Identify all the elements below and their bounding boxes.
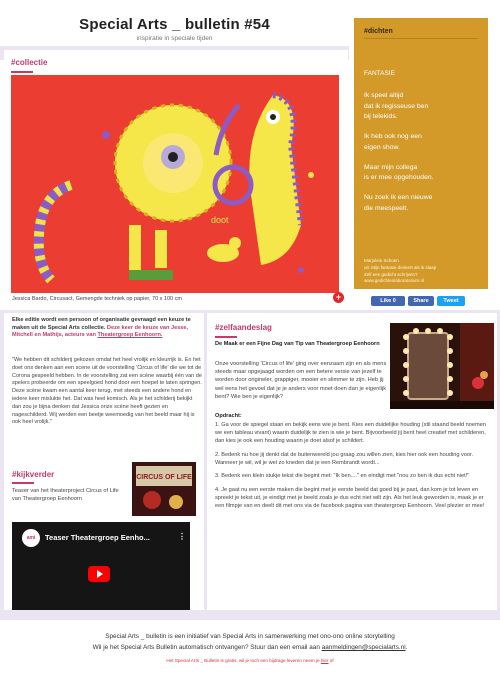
theatergroep-link[interactable]: Theatergroep Eenhoorn. bbox=[97, 332, 163, 339]
poem-source: uit: Mijn fantasie denkert als ik slaap bbox=[364, 264, 437, 270]
poem-line: bij telekids. bbox=[364, 113, 398, 120]
dichten-section bbox=[354, 18, 488, 289]
poem-title: FANTASIE bbox=[364, 70, 395, 77]
poem-line: Maar mijn collega bbox=[364, 163, 418, 171]
painting-caption: Jessica Bardo, Circusact, Gemengde techniek op papier, 70 x 100 cm bbox=[12, 296, 182, 302]
poem-line: eigen show. bbox=[364, 143, 400, 151]
footer-subscribe bbox=[0, 644, 500, 651]
more-options-icon[interactable]: ⋮ bbox=[178, 532, 186, 541]
poem-line: Ik speel altijd bbox=[364, 92, 404, 99]
dichten-tag: #dichten bbox=[364, 28, 393, 35]
teaser-video-player[interactable] bbox=[12, 522, 190, 610]
painting-illustration bbox=[11, 75, 339, 293]
poster-title: CIRCUS OF LIFE bbox=[136, 474, 192, 481]
zelfaandeslag-tag: #zelfaandeslag bbox=[215, 323, 272, 332]
poem-line: die meespeelt. bbox=[364, 204, 409, 212]
donation-text: Het Special Arts _ Bulletin is gratis, wil je toch een bijdrage leveren neem je bbox=[166, 658, 321, 663]
mirror-illustration bbox=[390, 323, 494, 409]
subscribe-email-link[interactable]: aanmeldingen@specialarts.nl bbox=[321, 644, 406, 651]
svg-text:doot: doot bbox=[211, 215, 229, 225]
poem-stanza bbox=[364, 163, 434, 184]
collectie-tag: #collectie bbox=[11, 58, 48, 67]
kijkverder-tag: #kijkverder bbox=[12, 470, 55, 479]
bulletin-footer bbox=[0, 620, 500, 678]
poem-stanza bbox=[364, 193, 434, 214]
subscribe-suffix: . bbox=[405, 644, 408, 651]
video-title[interactable]: Teaser Theatergroep Eenho... bbox=[45, 533, 150, 542]
kijkverder-tag-underline bbox=[12, 482, 34, 484]
poem-stanza bbox=[364, 132, 434, 153]
poem-author: Marjolein Schoen bbox=[364, 258, 399, 263]
poem-link[interactable]: www.gedichtenlaboratorium.nl bbox=[364, 278, 425, 284]
zelfaandeslag-heading: De Maak er een Fijne Dag van Tip van Theatergroep Eenhoorn bbox=[215, 341, 380, 347]
dichten-divider bbox=[364, 38, 478, 39]
poem-body bbox=[364, 91, 434, 224]
circus-of-life-poster bbox=[132, 462, 196, 516]
mirror-photo bbox=[390, 323, 494, 409]
footer-donation bbox=[0, 658, 500, 663]
opdracht-heading: Opdracht: bbox=[215, 413, 242, 419]
channel-logo[interactable]: ami bbox=[22, 529, 40, 547]
facebook-share-button[interactable]: Share bbox=[408, 296, 434, 306]
poster-illustration bbox=[132, 462, 196, 516]
opdracht-step: 3. Bedenk een klein stukje tekst die begint met: "Ik ben...." en eindigt met "nou zo ben ik dus echt niet!" bbox=[215, 473, 470, 480]
footer-initiative: Special Arts _ bulletin is een initiatief van Special Arts in samenwerking met ono-ono online storytelling bbox=[105, 633, 395, 640]
bulletin-header bbox=[0, 0, 349, 46]
collectie-keuze-column bbox=[4, 313, 204, 610]
zelfaandeslag-column bbox=[207, 313, 497, 610]
opdracht-section bbox=[215, 413, 491, 517]
tweet-button[interactable]: Tweet bbox=[437, 296, 465, 306]
play-icon[interactable] bbox=[88, 566, 110, 582]
facebook-like-button[interactable]: Like 0 bbox=[371, 296, 405, 306]
circusact-painting[interactable] bbox=[11, 75, 339, 293]
opdracht-step: 1. Ga voor de spiegel staan en bekijk eens wie je bent. Kies een duidelijke houding (stil staand beeld noemen we een tableau vivant) waarin duidelijk te zien is wie je bent. Bijvoorbeeld jij bent heel creatief met schilderen, dan kies je ook een houding waarin je doet alsof je schildert. bbox=[215, 421, 486, 444]
poem-line: is er mee opgehouden. bbox=[364, 174, 434, 181]
expand-plus-button[interactable]: + bbox=[333, 292, 344, 303]
zelfaandeslag-body: Onze voorstelling 'Circus of life' ging over eenzaam zijn en als mens steeds maar opgejaagd worden om een betere versie van jezelf te worden door origineler, grappiger, mooier en slimmer te zijn. Heb jij wel eens het gevoel dat je je anders voor moet doen dan je eigenlijk bent? Wie ben je eigenlijk? bbox=[215, 361, 387, 400]
collectie-tag-underline bbox=[11, 71, 33, 73]
opdracht-step: 4. Je gaat nu een eerste maken die begint met je eerste beeld dat goed bij je past, dan kom je tot leven en spreekt je tekst uit, je eindigt met je beeld zoals je dus echt niet wilt zijn. Als het leuk geworden is, maak je er een filmpje van en deelt dit met ons via de facebook pagina van theatergroep Eenhoorn. Veel plezier er mee! bbox=[215, 487, 485, 510]
intro-text: Elke editie wordt een persoon of organisatie gevraagd een keuze te maken uit de Special Arts collectie. bbox=[12, 317, 191, 331]
bulletin-subtitle: inspiratie in speciale tijden bbox=[136, 35, 213, 42]
bulletin-title: Special Arts _ bulletin #54 bbox=[79, 16, 270, 33]
donation-suffix: of bbox=[328, 658, 334, 663]
intro-highlight: Deze keer de keuze van Jesse, Mitchell en Mathijs, acteurs van bbox=[12, 324, 189, 339]
kijkverder-text: Teaser van het theaterproject Circus of Life van Theatergroep Eenhoorn bbox=[12, 488, 119, 502]
zelfaandeslag-tag-underline bbox=[215, 336, 237, 338]
subscribe-text: Wil je het Special Arts Bulletin automatisch ontvangen? Stuur dan een email aan bbox=[92, 644, 322, 651]
poem-line: Ik heb ook nog een bbox=[364, 133, 422, 140]
keuze-quote: "We hebben dit schilderij gekozen omdat het heel vrolijk en kleurrijk is. En het doet ons denken aan een scene uit de voorstelling 'Circus of life' die we tot de Corona gespeeld hebben. In de voorstelling zat een scène waarbij één van de spelers probeerde om een speelgoed hond door een hoepel te laten springen. Deze scène kwam een aantal keer terug, met steeds een andere hond en iedere keer mislukte het. Dat was heel komisch. Als je het schilderij bekijkt dan zou je bijna denken dat Jessica onze scène heeft gezien en nageschilderd. Wij werden een beetje weemoedig van het beeld maar hij is ook heel vrolijk." bbox=[12, 357, 202, 426]
donation-link[interactable]: hier bbox=[320, 658, 329, 663]
poem-stanza bbox=[364, 91, 434, 123]
opdracht-step: 2. Bedenk nu hoe jij denkt dat de buitenwereld jou graag zou willen zien, kies hier ook een houding voor. Wanneer je wil, wil je wel zo kneden dat je een Rembrandt wordt... bbox=[215, 451, 474, 466]
poem-cta: Zelf een gedicht schrijven? bbox=[364, 271, 418, 277]
poem-line: dat ik regisseuse ben bbox=[364, 102, 429, 110]
keuze-intro bbox=[12, 317, 202, 340]
poem-credit bbox=[364, 258, 436, 285]
poem-line: Nu zoek ik een nieuwe bbox=[364, 194, 433, 201]
collectie-section bbox=[4, 50, 348, 297]
